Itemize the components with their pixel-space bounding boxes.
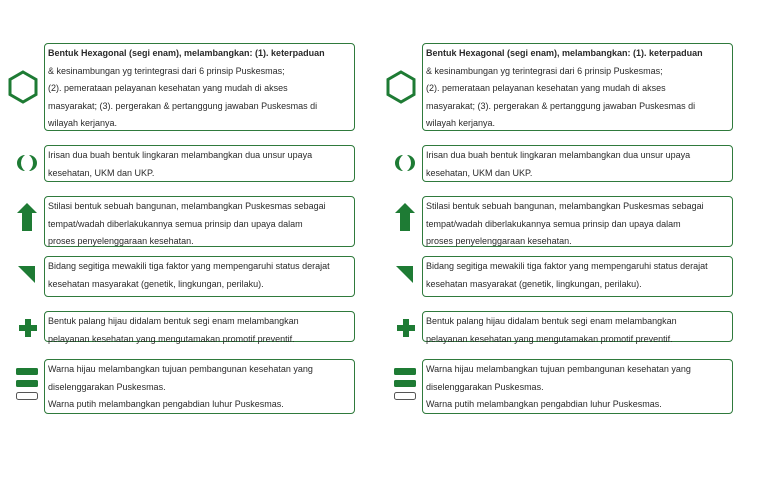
text-line: Warna hijau melambangkan tujuan pembangunan kesehatan yang bbox=[426, 364, 691, 374]
green-cross-icon bbox=[396, 318, 416, 338]
cross-description bbox=[44, 311, 355, 342]
text-line: Bentuk palang hijau didalam bentuk segi enam melambangkan bbox=[426, 316, 677, 326]
text-line: (2). pemerataan pelayanan kesehatan yang mudah di akses bbox=[426, 83, 666, 93]
text-line: diselenggarakan Puskesmas. bbox=[426, 381, 544, 392]
building-description bbox=[44, 196, 355, 247]
text-line: pelayanan kesehatan yang mengutamakan promotif preventif. bbox=[426, 333, 673, 344]
green-cross-icon bbox=[18, 318, 38, 338]
text-line: Stilasi bentuk sebuah bangunan, melambangkan Puskesmas sebagai bbox=[426, 201, 704, 211]
color-bars-icon bbox=[15, 367, 39, 401]
text-line: Warna hijau melambangkan tujuan pembangunan kesehatan yang bbox=[48, 364, 313, 374]
text-line: Bentuk palang hijau didalam bentuk segi enam melambangkan bbox=[48, 316, 299, 326]
hexagon-icon bbox=[386, 70, 416, 104]
text-line: kesehatan, UKM dan UKP. bbox=[48, 167, 155, 178]
text-line: kesehatan, UKM dan UKP. bbox=[426, 167, 533, 178]
cross-description bbox=[422, 311, 733, 342]
text-line: Irisan dua buah bentuk lingkaran melambangkan dua unsur upaya bbox=[48, 150, 313, 160]
triangle-icon bbox=[396, 266, 414, 284]
text-line: diselenggarakan Puskesmas. bbox=[48, 381, 166, 392]
text-line: pelayanan kesehatan yang mengutamakan promotif preventif. bbox=[48, 333, 295, 344]
text-line: masyarakat; (3). pergerakan & pertanggung jawaban Puskesmas di bbox=[426, 100, 696, 111]
text-line: Bentuk Hexagonal (segi enam), melambangkan: (1). keterpaduan bbox=[426, 48, 703, 58]
intersecting-circles-icon bbox=[392, 152, 418, 174]
text-line: masyarakat; (3). pergerakan & pertanggung jawaban Puskesmas di bbox=[48, 100, 318, 111]
text-line: proses penyelenggaraan kesehatan. bbox=[426, 236, 572, 246]
right-panel bbox=[378, 0, 738, 501]
text-line: Irisan dua buah bentuk lingkaran melambangkan dua unsur upaya bbox=[426, 150, 691, 160]
text-line: Stilasi bentuk sebuah bangunan, melambangkan Puskesmas sebagai bbox=[48, 201, 326, 211]
text-line: kesehatan masyarakat (genetik, lingkungan, perilaku). bbox=[426, 278, 642, 289]
intersecting-circles-icon bbox=[14, 152, 40, 174]
circles-description bbox=[44, 145, 355, 182]
colors-description bbox=[44, 359, 355, 414]
text-line: Bidang segitiga mewakili tiga faktor yang mempengaruhi status derajat bbox=[426, 261, 708, 271]
text-line: kesehatan masyarakat (genetik, lingkungan, perilaku). bbox=[48, 278, 264, 289]
text-line: tempat/wadah diberlakukannya semua prinsip dan upaya dalam bbox=[48, 218, 303, 229]
hexagon-description bbox=[44, 43, 355, 131]
text-line: Bentuk Hexagonal (segi enam), melambangkan: (1). keterpaduan bbox=[48, 48, 325, 58]
text-line: & kesinambungan yg terintegrasi dari 6 prinsip Puskesmas; bbox=[48, 65, 285, 76]
text-line: Warna putih melambangkan pengabdian luhur Puskesmas. bbox=[48, 399, 284, 409]
circles-description bbox=[422, 145, 733, 182]
hexagon-icon bbox=[8, 70, 38, 104]
triangle-icon bbox=[18, 266, 36, 284]
text-line: wilayah kerjanya. bbox=[426, 118, 496, 128]
left-panel bbox=[0, 0, 360, 501]
text-line: proses penyelenggaraan kesehatan. bbox=[48, 236, 194, 246]
building-arrow-icon bbox=[394, 202, 416, 232]
text-line: Warna putih melambangkan pengabdian luhur Puskesmas. bbox=[426, 399, 662, 409]
color-bars-icon bbox=[393, 367, 417, 401]
text-line: Bidang segitiga mewakili tiga faktor yang mempengaruhi status derajat bbox=[48, 261, 330, 271]
triangle-description bbox=[422, 256, 733, 297]
triangle-description bbox=[44, 256, 355, 297]
text-line: wilayah kerjanya. bbox=[48, 118, 118, 128]
building-description bbox=[422, 196, 733, 247]
text-line: tempat/wadah diberlakukannya semua prinsip dan upaya dalam bbox=[426, 218, 681, 229]
colors-description bbox=[422, 359, 733, 414]
building-arrow-icon bbox=[16, 202, 38, 232]
hexagon-description bbox=[422, 43, 733, 131]
text-line: & kesinambungan yg terintegrasi dari 6 prinsip Puskesmas; bbox=[426, 65, 663, 76]
text-line: (2). pemerataan pelayanan kesehatan yang mudah di akses bbox=[48, 83, 288, 93]
